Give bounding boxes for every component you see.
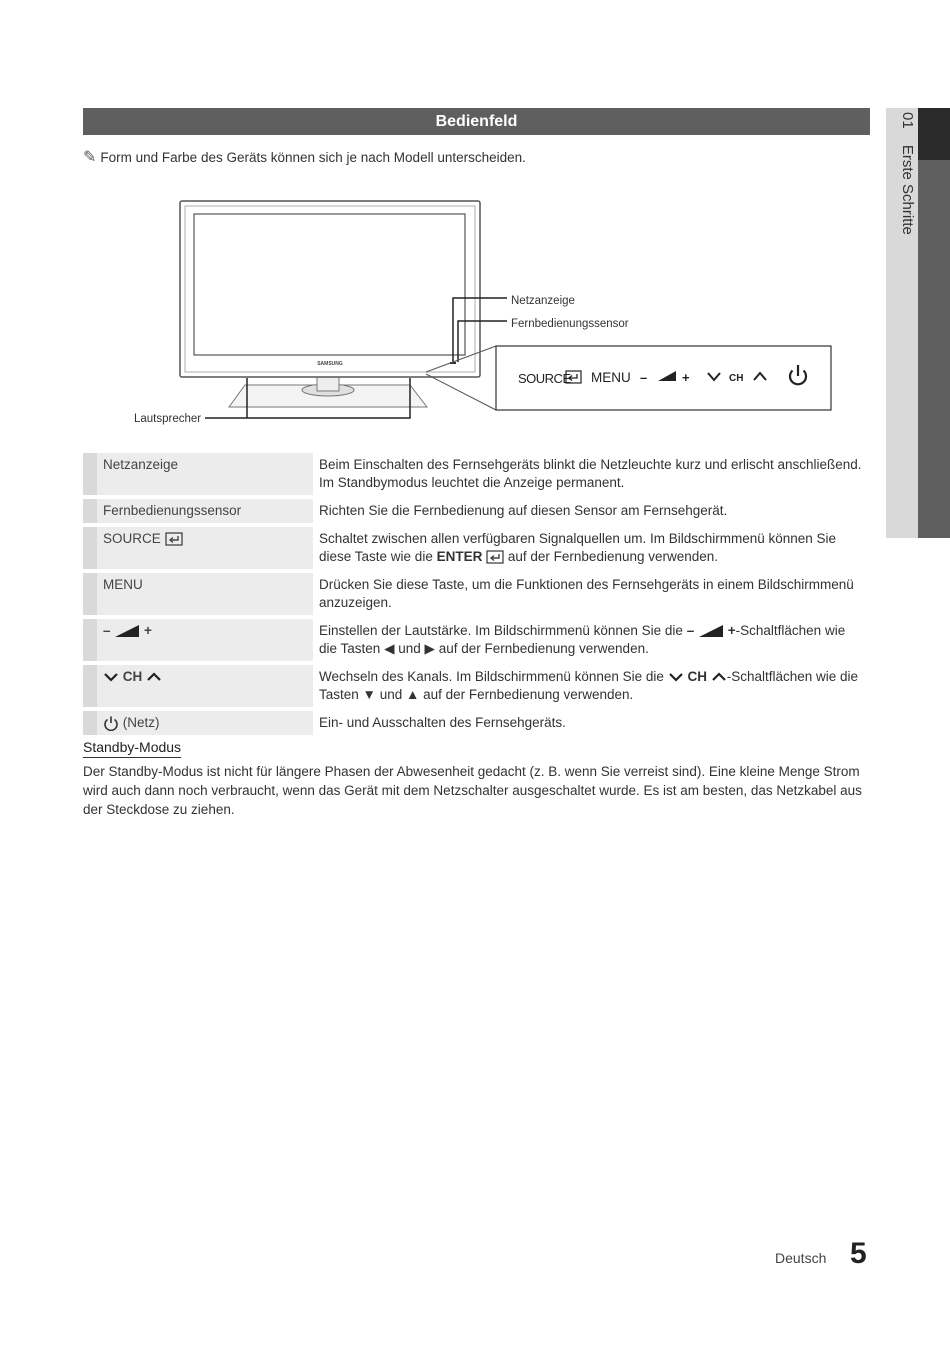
chapter-title: Erste Schritte [899,144,916,235]
control-description: Ein- und Ausschalten des Fernsehgeräts. [313,711,870,735]
table-row [83,453,870,495]
tv-brand-logo: SAMSUNG [317,361,343,367]
control-name [97,665,313,707]
volume-icon [114,624,140,638]
callout-power-indicator: Netzanzeige [511,295,575,307]
ch-label: CH [122,669,143,684]
panel-ch-label: CH [729,373,744,384]
control-description: Beim Einschalten des Fernsehgeräts blinkt die Netzleuchte kurz und erlischt anschließend. Im Standbymodus leuchtet die Anzeige permanent. [313,453,870,495]
page-number: 5 [850,1237,867,1270]
volume-plus: + [144,623,152,638]
enter-icon [486,550,504,564]
panel-volume-plus: + [682,370,690,385]
chevron-down-icon [668,671,684,683]
table-row [83,527,870,569]
control-name: MENU [97,573,313,615]
down-triangle-icon: ▼ [362,687,376,702]
chapter-number: 01 [899,112,916,129]
tv-diagram [0,0,950,440]
left-arrow-icon: ◀ [384,641,395,656]
power-label: (Netz) [122,715,160,730]
enter-label: ENTER [436,549,483,564]
table-row [83,619,870,661]
chevron-down-icon [103,671,119,683]
chevron-up-icon [146,671,162,683]
control-description: Drücken Sie diese Taste, um die Funktionen des Fernsehgeräts in einem Bildschirmmenü anzuzeigen. [313,573,870,615]
right-arrow-icon: ▶ [424,641,435,656]
control-description: Schaltet zwischen allen verfügbaren Signalquellen um. Im Bildschirmmenü können Sie diese Taste wie die ENTER auf der Fernbedienung verwenden. [313,527,870,569]
chevron-up-icon [711,671,727,683]
control-description: Wechseln des Kanals. Im Bildschirmmenü können Sie die CH -Schaltflächen wie die Tasten ▼ und ▲ auf der Fernbedienung verwenden. [313,665,870,707]
section-title: Bedienfeld [83,108,870,135]
control-name: Fernbedienungssensor [97,499,313,523]
controls-table [83,449,870,739]
control-description: Richten Sie die Fernbedienung auf diesen Sensor am Fernsehgerät. [313,499,870,523]
control-name [97,619,313,661]
control-name: Netzanzeige [97,453,313,495]
callout-speaker: Lautsprecher [134,413,202,425]
panel-source-label: SOURCE [518,371,571,386]
model-note-text: Form und Farbe des Geräts können sich je nach Modell unterscheiden. [100,150,526,165]
pencil-note-icon: ✎ [83,149,97,166]
tv-screen [194,214,465,355]
control-name [97,527,313,569]
table-row [83,665,870,707]
table-row [83,573,870,615]
volume-icon [698,624,724,638]
standby-heading: Standby-Modus [83,739,181,758]
control-name [97,711,313,735]
power-icon [103,715,119,731]
panel-menu-label: MENU [591,370,631,385]
panel-volume-minus: – [640,370,648,385]
control-description: Einstellen der Lautstärke. Im Bildschirmmenü können Sie die – +-Schaltflächen wie die Tasten ◀ und ▶ auf der Fernbedienung verwenden. [313,619,870,661]
standby-text: Der Standby-Modus ist nicht für längere Phasen der Abwesenheit gedacht (z. B. wenn Sie verreist sind). Eine kleine Menge Strom wird auch dann noch verbraucht, wenn das Gerät mit dem Netzschalter ausgeschaltet wurde. Es ist am besten, das Netzkabel aus der Steckdose zu ziehen. [83,764,862,817]
table-row [83,499,870,523]
source-label: SOURCE [103,531,161,546]
callout-remote-sensor: Fernbedienungssensor [511,318,629,330]
footer-language: Deutsch [775,1250,827,1266]
up-triangle-icon: ▲ [405,687,420,702]
table-row [83,711,870,735]
enter-icon [165,532,183,546]
volume-minus: – [103,623,111,638]
